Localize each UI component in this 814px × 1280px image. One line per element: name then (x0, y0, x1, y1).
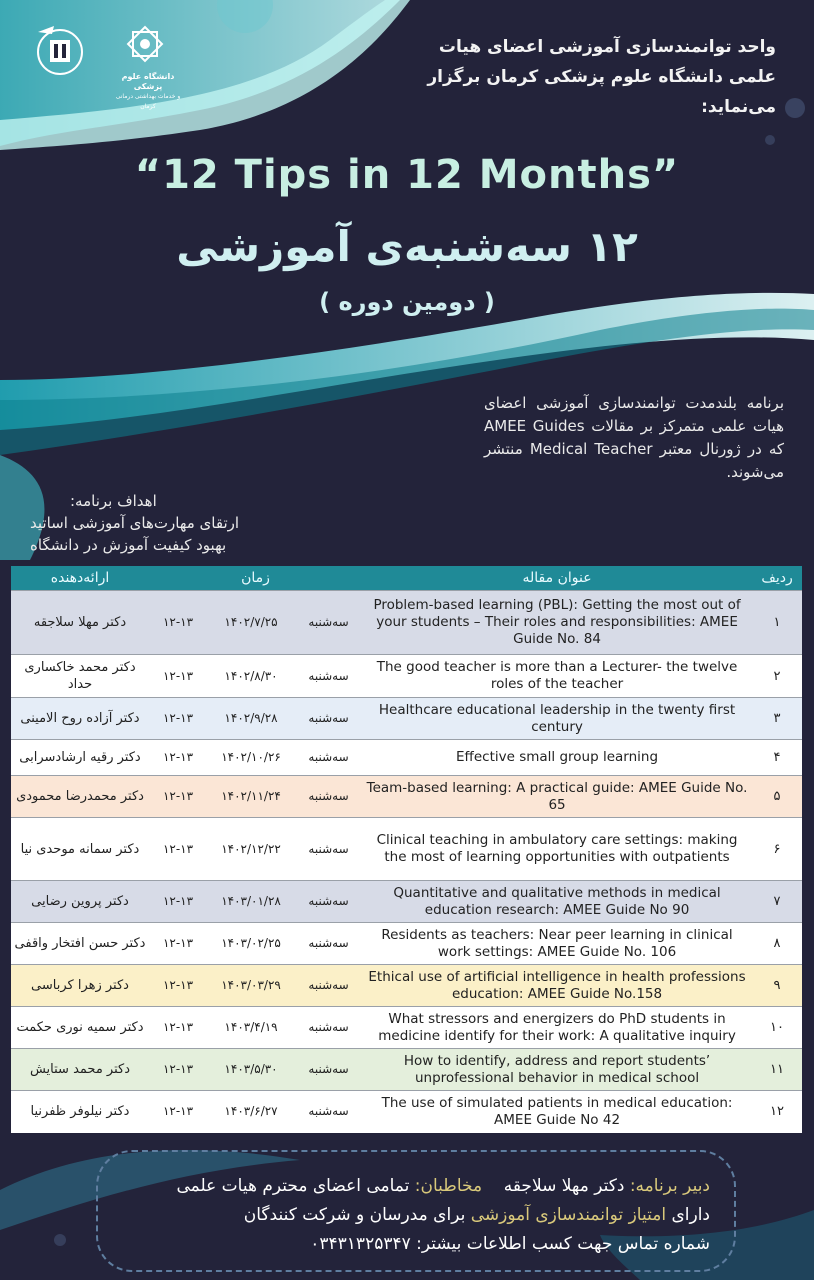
contact-label: شماره تماس جهت کسب اطلاعات بیشتر: (416, 1234, 710, 1254)
credit-post: برای مدرسان و شرکت کنندگان (243, 1205, 466, 1225)
table-row (11, 881, 802, 923)
session-date: ۱۴۰۲/۹/۲۸ (207, 698, 295, 740)
session-date: ۱۴۰۲/۸/۳۰ (207, 655, 295, 698)
header-row-number: ردیف (752, 566, 802, 591)
goals-heading: اهداف برنامه: (70, 492, 157, 510)
row-number: ۸ (752, 923, 802, 965)
session-day: سه‌شنبه (295, 881, 362, 923)
presenter-name: دکتر سمیه نوری حکمت (11, 1007, 149, 1049)
program-goals (30, 490, 480, 556)
credit-pre: دارای (671, 1205, 710, 1225)
university-emblem-icon (115, 22, 185, 72)
session-time: ۱۲-۱۳ (149, 776, 207, 818)
table-row (11, 1007, 802, 1049)
logos (30, 22, 181, 110)
presenter-name: دکتر آزاده روح الامینی (11, 698, 149, 740)
article-title: The good teacher is more than a Lecturer- the twelve roles of the teacher (362, 655, 752, 698)
presenter-name: دکتر سمانه موحدی نیا (11, 818, 149, 881)
row-number: ۱ (752, 591, 802, 655)
table-row (11, 1049, 802, 1091)
session-date: ۱۴۰۳/۴/۱۹ (207, 1007, 295, 1049)
row-number: ۹ (752, 965, 802, 1007)
university-name-line2: و خدمات بهداشتی درمانی کرمان (115, 93, 181, 110)
session-date: ۱۴۰۳/۰۲/۲۵ (207, 923, 295, 965)
presenter-name: دکتر محمد ستایش (11, 1049, 149, 1091)
row-number: ۷ (752, 881, 802, 923)
table-row (11, 740, 802, 776)
header-presenter: ارائه‌دهنده (11, 566, 149, 591)
session-time: ۱۲-۱۳ (149, 965, 207, 1007)
university-name (108, 72, 188, 112)
article-title: The use of simulated patients in medical education: AMEE Guide No 42 (362, 1091, 752, 1133)
table-row (11, 923, 802, 965)
session-time: ۱۲-۱۳ (149, 1091, 207, 1133)
table-row (11, 655, 802, 698)
session-time: ۱۲-۱۳ (149, 881, 207, 923)
schedule-table (11, 566, 802, 1133)
session-day: سه‌شنبه (295, 1049, 362, 1091)
row-number: ۱۲ (752, 1091, 802, 1133)
article-title: Healthcare educational leadership in the twenty first century (362, 698, 752, 740)
presenter-name: دکتر حسن افتخار واقفی (11, 923, 149, 965)
article-title: Ethical use of artificial intelligence in health professions education: AMEE Guide No.158 (362, 965, 752, 1007)
session-date: ۱۴۰۲/۷/۲۵ (207, 591, 295, 655)
article-title: Quantitative and qualitative methods in medical education research: AMEE Guide No 90 (362, 881, 752, 923)
header-line-2: علمی دانشگاه علوم پزشکی کرمان برگزار می‌نماید: (427, 67, 776, 117)
session-time: ۱۲-۱۳ (149, 923, 207, 965)
article-title: Effective small group learning (362, 740, 752, 776)
row-number: ۶ (752, 818, 802, 881)
table-row (11, 1091, 802, 1133)
article-title: Problem-based learning (PBL): Getting the most out of your students – Their roles and responsibilities: AMEE Guide No. 84 (362, 591, 752, 655)
footer-text (96, 1172, 710, 1259)
presenter-name: دکتر محمدرضا محمودی (11, 776, 149, 818)
session-day: سه‌شنبه (295, 965, 362, 1007)
session-time: ۱۲-۱۳ (149, 818, 207, 881)
session-date: ۱۴۰۳/۰۱/۲۸ (207, 881, 295, 923)
session-day: سه‌شنبه (295, 1091, 362, 1133)
session-time: ۱۲-۱۳ (149, 655, 207, 698)
article-title: Team-based learning: A practical guide: AMEE Guide No. 65 (362, 776, 752, 818)
title-english: “12 Tips in 12 Months” (134, 152, 680, 198)
header-time: زمان (149, 566, 362, 591)
session-day: سه‌شنبه (295, 591, 362, 655)
secretary-name: دکتر مهلا سلاجقه (503, 1176, 625, 1196)
row-number: ۲ (752, 655, 802, 698)
contact-number: ۰۳۴۳۱۳۲۵۳۴۷ (310, 1234, 411, 1254)
session-date: ۱۴۰۲/۱۱/۲۴ (207, 776, 295, 818)
session-date: ۱۴۰۳/۵/۳۰ (207, 1049, 295, 1091)
table-row (11, 591, 802, 655)
session-time: ۱۲-۱۳ (149, 740, 207, 776)
footer-line-1 (96, 1172, 710, 1201)
program-description: برنامه بلندمدت توانمندسازی آموزشی اعضای هیات علمی متمرکز بر مقالات AMEE Guides که در ژورنال معتبر Medical Teacher منتشر می‌شوند. (484, 394, 785, 481)
session-day: سه‌شنبه (295, 698, 362, 740)
table-row (11, 776, 802, 818)
presenter-name: دکتر مهلا سلاجقه (11, 591, 149, 655)
row-number: ۱۱ (752, 1049, 802, 1091)
header-line-1: واحد توانمندسازی آموزشی اعضای هیات (438, 37, 776, 57)
article-title: How to identify, address and report students’ unprofessional behavior in medical school (362, 1049, 752, 1091)
header-text (356, 32, 776, 122)
presenter-name: دکتر نیلوفر ظفرنیا (11, 1091, 149, 1133)
session-day: سه‌شنبه (295, 818, 362, 881)
row-number: ۳ (752, 698, 802, 740)
session-day: سه‌شنبه (295, 776, 362, 818)
table-row (11, 818, 802, 881)
header-article-title: عنوان مقاله (362, 566, 752, 591)
credit-highlight: امتیاز توانمندسازی آموزشی (470, 1205, 667, 1225)
row-number: ۵ (752, 776, 802, 818)
footer-line-2 (96, 1201, 710, 1230)
session-day: سه‌شنبه (295, 1007, 362, 1049)
session-time: ۱۲-۱۳ (149, 1007, 207, 1049)
title-persian: ۱۲ سه‌شنبه‌ی آموزشی (176, 222, 638, 271)
session-date: ۱۴۰۲/۱۲/۲۲ (207, 818, 295, 881)
row-number: ۴ (752, 740, 802, 776)
audience-label: مخاطبان: (414, 1176, 483, 1196)
session-day: سه‌شنبه (295, 923, 362, 965)
session-time: ۱۲-۱۳ (149, 1049, 207, 1091)
footer-line-3 (96, 1230, 710, 1259)
table-row (11, 698, 802, 740)
presenter-name: دکتر زهرا کرباسی (11, 965, 149, 1007)
university-name-line1: دانشگاه علوم پزشکی (121, 72, 175, 91)
article-title: Clinical teaching in ambulatory care settings: making the most of learning opportunities with outpatients (362, 818, 752, 881)
presenter-name: دکتر محمد خاکساری حداد (11, 655, 149, 698)
session-date: ۱۴۰۲/۱۰/۲۶ (207, 740, 295, 776)
goal-item: بهبود کیفیت آموزش در دانشگاه (30, 536, 227, 554)
session-time: ۱۲-۱۳ (149, 591, 207, 655)
audience-value: تمامی اعضای محترم هیات علمی (176, 1176, 410, 1196)
subtitle-persian: ( دومین دوره ) (319, 288, 495, 316)
table-header-row (11, 566, 802, 591)
article-title: What stressors and energizers do PhD students in medicine identify for their work: A qualitative inquiry (362, 1007, 752, 1049)
session-time: ۱۲-۱۳ (149, 698, 207, 740)
session-date: ۱۴۰۳/۰۳/۲۹ (207, 965, 295, 1007)
secretary-label: دبیر برنامه: (629, 1176, 710, 1196)
goal-item: ارتقای مهارت‌های آموزشی اساتید (30, 514, 240, 532)
row-number: ۱۰ (752, 1007, 802, 1049)
presenter-name: دکتر رقیه ارشادسرابی (11, 740, 149, 776)
session-date: ۱۴۰۳/۶/۲۷ (207, 1091, 295, 1133)
table-row (11, 965, 802, 1007)
session-day: سه‌شنبه (295, 740, 362, 776)
article-title: Residents as teachers: Near peer learning in clinical work settings: AMEE Guide No. 106 (362, 923, 752, 965)
session-day: سه‌شنبه (295, 655, 362, 698)
presenter-name: دکتر پروین رضایی (11, 881, 149, 923)
